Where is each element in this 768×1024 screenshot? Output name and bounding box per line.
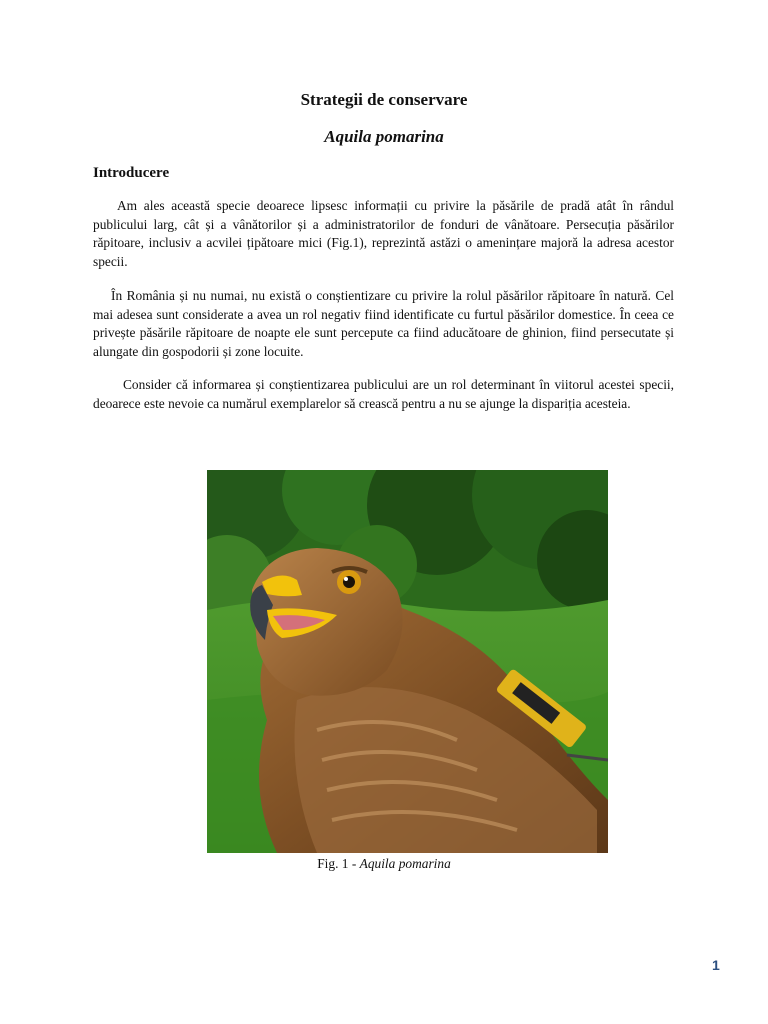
paragraph-3: Consider că informarea și conștientizarea publicului are un rol determinant în viitorul acestei specii, deoarece este nevoie ca numărul exemplarelor să crească pentru a nu se ajunge la dispariția acesteia.	[93, 377, 674, 411]
document-subtitle: Aquila pomarina	[324, 127, 444, 146]
figure-caption	[0, 855, 768, 873]
document-title: Strategii de conservare	[300, 90, 468, 109]
eagle-illustration	[207, 470, 608, 853]
page-number: 1	[712, 957, 720, 973]
caption-species: Aquila pomarina	[359, 856, 451, 871]
caption-prefix: Fig. 1 -	[317, 856, 360, 871]
section-heading: Introducere	[93, 165, 170, 181]
eagle-photo	[207, 470, 608, 853]
paragraph-1: Am ales această specie deoarece lipsesc informații cu privire la păsările de pradă atât în rândul publicului larg, cât și a vânătorilor și a administratorilor de fonduri de vânătoare. Persecuția păsărilor răpitoare, inclusiv a acvilei țipătoare mici (Fig.1), reprezintă astăzi o amenințare majoră la adresa acestor specii.	[93, 198, 674, 269]
paragraph-2: În România și nu numai, nu există o conștientizare cu privire la rolul păsărilor răpitoare în natură. Cel mai adesea sunt considerate a avea un rol negativ fiind identificate cu furtul păsărilor domestice. În ceea ce privește păsările răpitoare de noapte ele sunt percepute ca fiind aducătoare de ghinion, fiind persecutate și alungate din gospodorii și zone locuite.	[93, 288, 674, 359]
